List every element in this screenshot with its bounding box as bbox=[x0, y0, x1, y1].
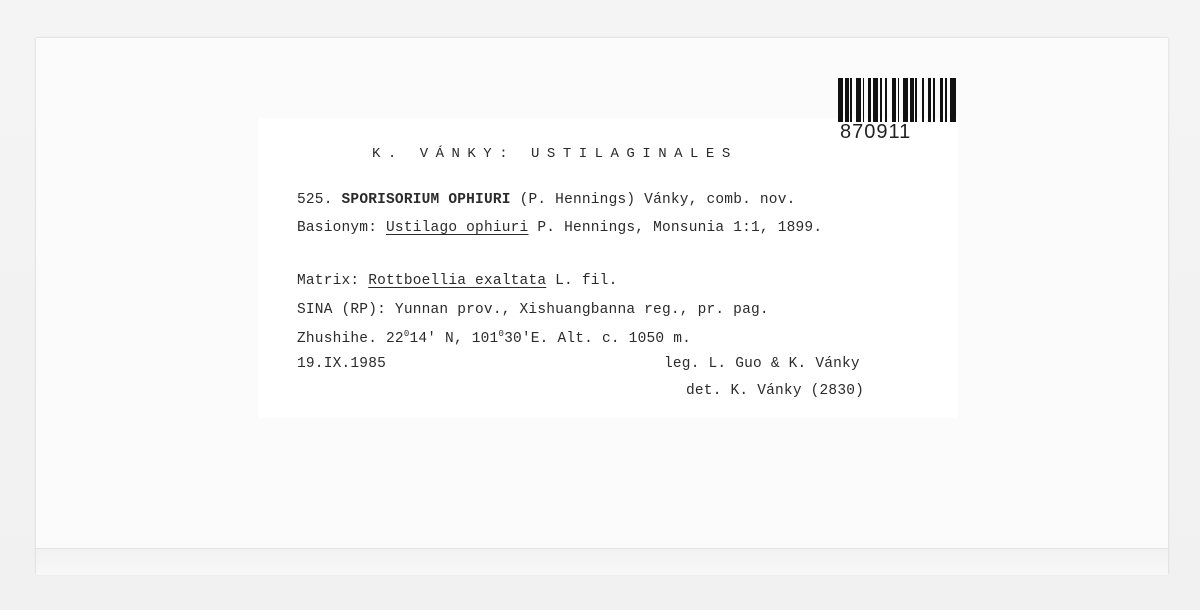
basionym-name: Ustilago ophiuri bbox=[386, 220, 529, 236]
degree-mark-2: 0 bbox=[498, 329, 505, 339]
matrix-label: Matrix: bbox=[297, 273, 360, 289]
entry-number: 525. bbox=[297, 192, 333, 208]
collection-date: 19.IX.1985 bbox=[297, 356, 387, 372]
barcode-gap bbox=[956, 78, 958, 122]
locality-line-2 bbox=[297, 329, 691, 347]
barcode bbox=[838, 78, 958, 122]
collection-header: K. VÁNKY: USTILAGINALES bbox=[372, 146, 738, 162]
host-name: Rottboellia exaltata bbox=[368, 273, 547, 289]
basionym-label: Basionym: bbox=[297, 220, 378, 236]
host-author: L. fil. bbox=[555, 273, 618, 289]
envelope-fold bbox=[36, 548, 1168, 575]
species-line bbox=[297, 192, 796, 208]
locality-line-1: SINA (RP): Yunnan prov., Xishuangbanna reg., pr. pag. bbox=[297, 302, 769, 318]
degree-mark-1: 0 bbox=[403, 329, 410, 339]
species-authority: (P. Hennings) Vánky, comb. nov. bbox=[519, 192, 796, 208]
collectors: leg. L. Guo & K. Vánky bbox=[664, 356, 860, 372]
matrix-line bbox=[297, 273, 617, 289]
basionym-reference: P. Hennings, Monsunia 1:1, 1899. bbox=[537, 220, 823, 236]
barcode-number: 870911 bbox=[840, 121, 912, 143]
species-name: SPORISORIUM OPHIURI bbox=[341, 192, 511, 208]
locality-text-c: 30'E. Alt. c. 1050 m. bbox=[504, 331, 691, 347]
locality-text-a: Zhushihe. 22 bbox=[297, 331, 404, 347]
locality-text-b: 14' N, 101 bbox=[409, 331, 499, 347]
label-sheet bbox=[258, 118, 958, 418]
determiner: det. K. Vánky (2830) bbox=[686, 383, 865, 399]
basionym-line bbox=[297, 220, 822, 236]
